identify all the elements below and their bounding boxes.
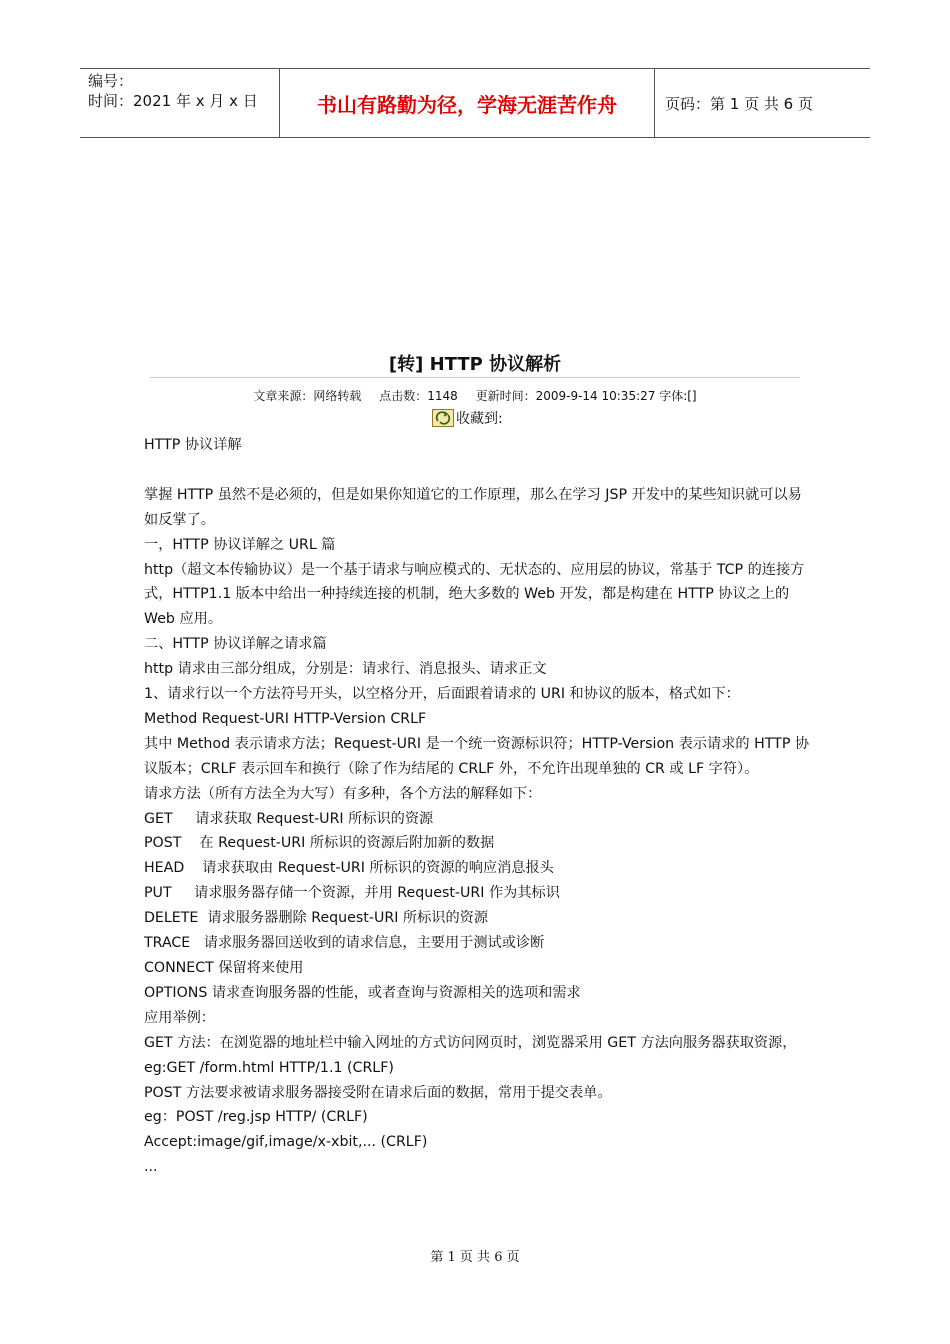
document-header	[80, 68, 870, 138]
bookmark-icon	[432, 409, 454, 427]
paragraph: http（超文本传输协议）是一个基于请求与响应模式的、无状态的、应用层的协议，常基于 TCP 的连接方式，HTTP1.1 版本中给出一种持续连接的机制，绝大多数的 Web 开发，都是构建在 HTTP 协议之上的 Web 应用。	[144, 561, 805, 628]
method-line: PUT 请求服务器存储一个资源，并用 Request-URI 作为其标识	[144, 885, 560, 902]
paragraph: ...	[144, 1159, 158, 1176]
paragraph: GET 方法：在浏览器的地址栏中输入网址的方式访问网页时，浏览器采用 GET 方法向服务器获取资源，eg:GET /form.html HTTP/1.1 (CRLF)	[144, 1034, 797, 1076]
section-heading: 一，HTTP 协议详解之 URL 篇	[144, 536, 336, 553]
blank-line	[144, 458, 814, 483]
article-clicks: 点击数：1148	[379, 389, 458, 403]
favorite-label: 收藏到:	[456, 411, 503, 427]
article-updated: 更新时间：2009-9-14 10:35:27 字体:[]	[475, 389, 697, 403]
paragraph: 请求方法（所有方法全为大写）有多种，各个方法的解释如下：	[144, 785, 542, 802]
favorite-link[interactable]	[432, 408, 503, 428]
paragraph: Accept:image/gif,image/x-xbit,... (CRLF)	[144, 1134, 428, 1151]
method-line: OPTIONS 请求查询服务器的性能，或者查询与资源相关的选项和需求	[144, 984, 581, 1001]
method-line: CONNECT 保留将来使用	[144, 960, 304, 977]
intro-heading: HTTP 协议详解	[144, 437, 242, 453]
title-divider	[150, 377, 800, 378]
header-page-info: 页码：第 1 页 共 6 页	[665, 94, 813, 113]
method-line: HEAD 请求获取由 Request-URI 所标识的资源的响应消息报头	[144, 860, 554, 877]
method-line: DELETE 请求服务器删除 Request-URI 所标识的资源	[144, 910, 489, 927]
paragraph: 应用举例：	[144, 1009, 215, 1026]
time-label: 时间：2021 年 x 月 x 日	[88, 92, 258, 110]
number-label: 编号：	[88, 72, 134, 90]
article-meta	[150, 387, 800, 404]
paragraph: eg：POST /reg.jsp HTTP/ (CRLF)	[144, 1109, 368, 1126]
paragraph: POST 方法要求被请求服务器接受附在请求后面的数据，常用于提交表单。	[144, 1084, 612, 1101]
method-line: GET 请求获取 Request-URI 所标识的资源	[144, 810, 434, 827]
method-line: TRACE 请求服务器回送收到的请求信息，主要用于测试或诊断	[144, 935, 545, 952]
method-line: POST 在 Request-URI 所标识的资源后附加新的数据	[144, 835, 495, 852]
paragraph: 掌握 HTTP 虽然不是必须的，但是如果你知道它的工作原理，那么在学习 JSP 开发中的某些知识就可以易如反掌了。	[144, 486, 802, 528]
section-heading: 二、HTTP 协议详解之请求篇	[144, 636, 327, 653]
header-left-cell	[80, 69, 280, 137]
paragraph: 其中 Method 表示请求方法；Request-URI 是一个统一资源标识符；HTTP-Version 表示请求的 HTTP 协议版本；CRLF 表示回车和换行（除了作为结尾的 CRLF 外，不允许出现单独的 CR 或 LF 字符）。	[144, 735, 810, 777]
article-title: [转] HTTP 协议解析	[388, 354, 562, 375]
paragraph: http 请求由三部分组成，分别是：请求行、消息报头、请求正文	[144, 661, 547, 678]
header-motto: 书山有路勤为径，学海无涯苦作舟	[280, 69, 655, 137]
article-body	[144, 433, 814, 1180]
paragraph: Method Request-URI HTTP-Version CRLF	[144, 710, 427, 727]
paragraph: 1、请求行以一个方法符号开头，以空格分开，后面跟着请求的 URI 和协议的版本，格式如下：	[144, 686, 740, 703]
page-footer: 第 1 页 共 6 页	[430, 1250, 520, 1265]
article-source: 文章来源：网络转载	[253, 389, 362, 403]
